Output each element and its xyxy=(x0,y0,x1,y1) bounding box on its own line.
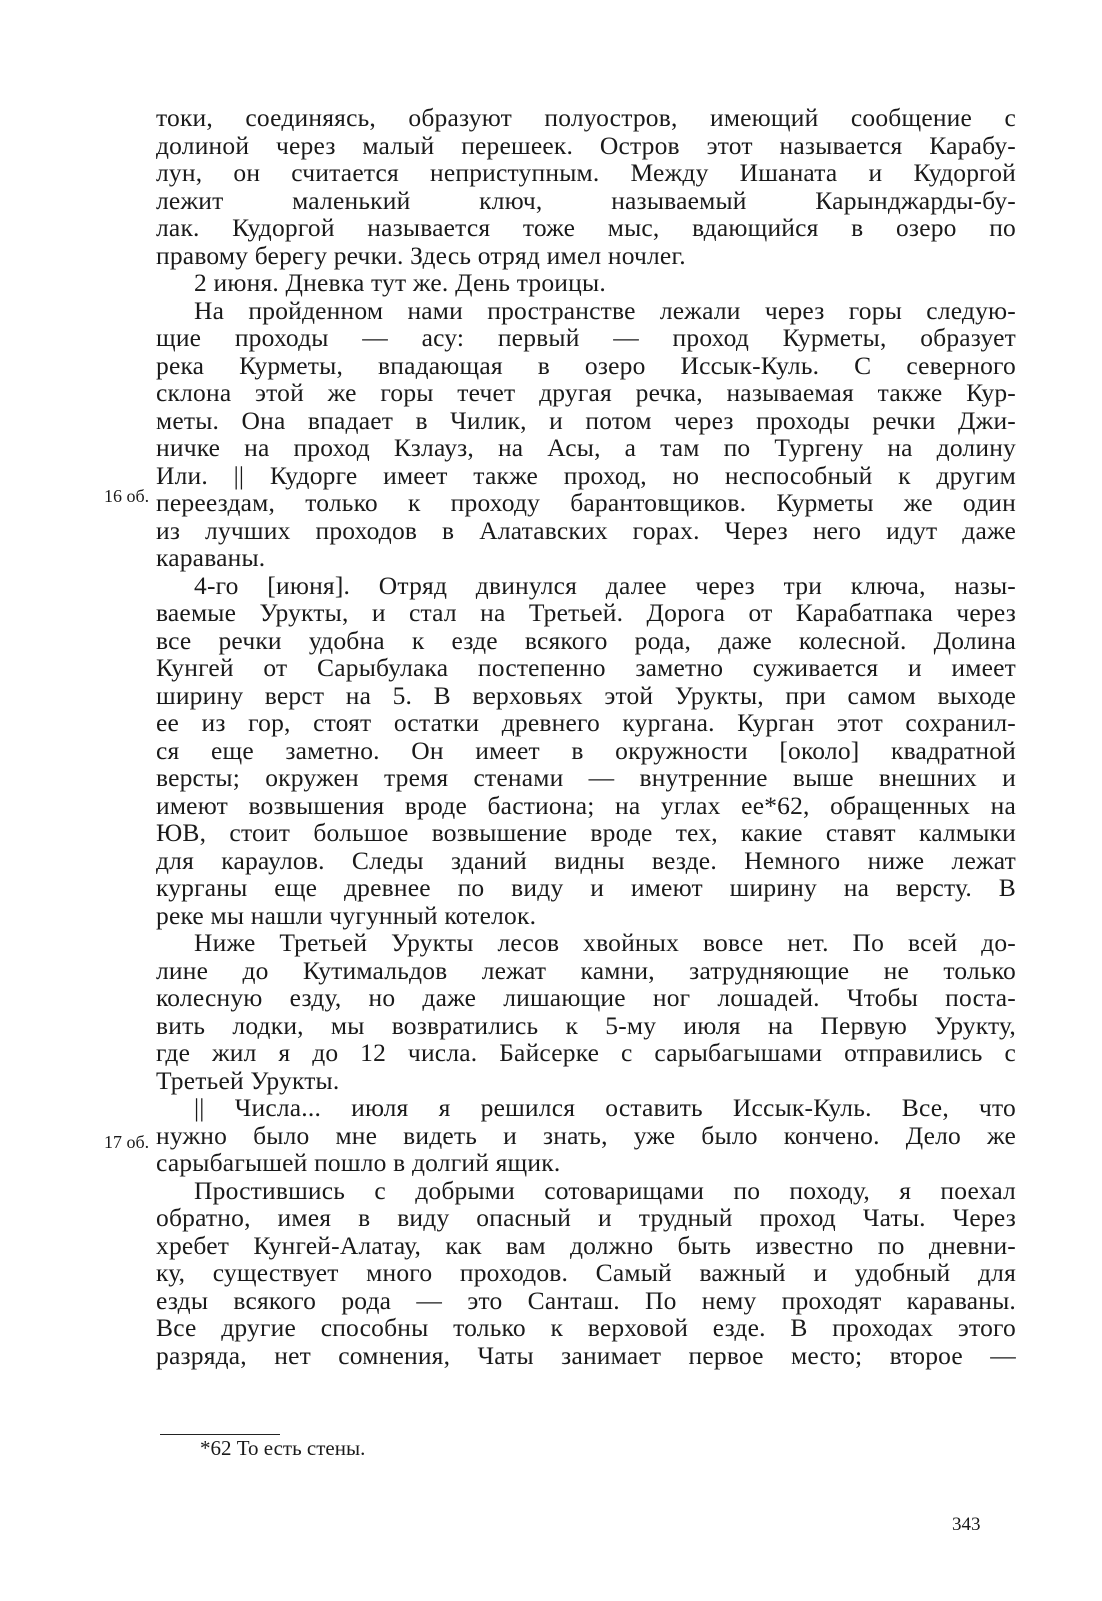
margin-note: 17 об. xyxy=(104,1132,150,1152)
text-line: ничке на проход Кзлауз, на Асы, а там по Тургену на долину xyxy=(156,433,1016,462)
text-line: караваны. xyxy=(156,543,266,572)
text-line: хребет Кунгей-Алатау, как вам должно быть известно по дневни- xyxy=(156,1230,1016,1260)
text-line: разряда, нет сомнения, Чаты занимает первое место; второе — xyxy=(156,1340,1016,1370)
margin-note: 16 об. xyxy=(104,486,150,506)
text-line: для караулов. Следы зданий видны везде. Немного ниже лежат xyxy=(156,845,1016,875)
text-line: Или. || Кудорге имеет также проход, но неспособный к другим xyxy=(156,460,1016,490)
text-line: Третьей Урукты. xyxy=(156,1065,340,1095)
text-line: ее из гор, стоят остатки древнего кургана. Курган этот сохранил- xyxy=(156,708,1016,737)
text-line: из лучших проходов в Алатавских горах. Через него идут даже xyxy=(156,515,1016,545)
text-line: меты. Она впадает в Чилик, и потом через проходы речки Джи- xyxy=(156,405,1016,435)
text-line: токи, соединяясь, образуют полуостров, имеющий сообщение с xyxy=(156,103,1016,132)
text-line: Ниже Третьей Урукты лесов хвойных вовсе нет. По всей до- xyxy=(194,928,1016,957)
text-line: Простившись с добрыми сотоварищами по походу, я поехал xyxy=(194,1175,1016,1205)
text-line: сарыбагышей пошло в долгий ящик. xyxy=(156,1148,561,1177)
text-line: ЮВ, стоит большое возвышение вроде тех, какие ставят калмыки xyxy=(156,818,1016,847)
text-line: Все другие способны только к верховой езде. В проходах этого xyxy=(156,1313,1016,1342)
text-line: лун, он считается неприступным. Между Ишаната и Кудоргой xyxy=(156,158,1016,187)
text-line: ку, существует много проходов. Самый важный и удобный для xyxy=(156,1258,1016,1287)
text-line: ваемые Урукты, и стал на Третьей. Дорога от Карабатпака через xyxy=(156,598,1016,627)
text-line: вить лодки, мы возвратились к 5-му июля на Первую Урукту, xyxy=(156,1010,1016,1040)
text-line: имеют возвышения вроде бастиона; на углах ее*62, обращенных на xyxy=(156,790,1016,820)
text-line: версты; окружен тремя стенами — внутренние выше внешних и xyxy=(156,763,1016,792)
text-line: нужно было мне видеть и знать, уже было кончено. Дело же xyxy=(156,1120,1016,1150)
text-line: Кунгей от Сарыбулака постепенно заметно суживается и имеет xyxy=(156,653,1016,682)
text-line: лежит маленький ключ, называемый Карынджарды-бу- xyxy=(156,185,1016,215)
text-line: склона этой же горы течет другая речка, называемая также Кур- xyxy=(156,378,1016,407)
text-line: На пройденном нами пространстве лежали через горы следую- xyxy=(194,295,1016,325)
text-line: долиной через малый перешеек. Остров этот называется Карабу- xyxy=(156,130,1016,160)
text-line: 4-го [июня]. Отряд двинулся далее через три ключа, назы- xyxy=(194,570,1016,600)
footnote-divider xyxy=(160,1434,280,1435)
text-line: где жил я до 12 числа. Байсерке с сарыбагышами отправились с xyxy=(156,1038,1016,1067)
text-line: курганы еще древнее по виду и имеют ширину на версту. В xyxy=(156,873,1016,902)
text-line: река Курметы, впадающая в озеро Иссык-Куль. С северного xyxy=(156,350,1016,380)
main-text xyxy=(156,104,1016,1369)
text-line: реке мы нашли чугунный котелок. xyxy=(156,900,537,930)
text-line: лине до Кутимальдов лежат камни, затрудняющие не только xyxy=(156,955,1016,985)
text-line: || Числа... июля я решился оставить Иссык-Куль. Все, что xyxy=(194,1093,1016,1122)
text-line: 2 июня. Дневка тут же. День троицы. xyxy=(194,268,606,297)
page-number: 343 xyxy=(952,1514,981,1535)
text-line: лак. Кудоргой называется тоже мыс, вдающийся в озеро по xyxy=(156,213,1016,242)
text-line: ширину верст на 5. В верховьях этой Урукты, при самом выходе xyxy=(156,680,1016,710)
text-line: езды всякого рода — это Санташ. По нему проходят караваны. xyxy=(156,1285,1016,1315)
text-line: правому берегу речки. Здесь отряд имел ночлег. xyxy=(156,240,686,270)
text-line: переездам, только к проходу барантовщиков. Курметы же один xyxy=(156,488,1016,517)
footnote: *62 То есть стены. xyxy=(200,1436,366,1460)
text-line: щие проходы — асу: первый — проход Курметы, образует xyxy=(156,323,1016,352)
text-line: ся еще заметно. Он имеет в окружности [около] квадратной xyxy=(156,735,1016,765)
text-line: все речки удобна к езде всякого рода, даже колесной. Долина xyxy=(156,625,1016,655)
text-line: обратно, имея в виду опасный и трудный проход Чаты. Через xyxy=(156,1203,1016,1232)
text-line: колесную езду, но даже лишающие ног лошадей. Чтобы поста- xyxy=(156,983,1016,1012)
